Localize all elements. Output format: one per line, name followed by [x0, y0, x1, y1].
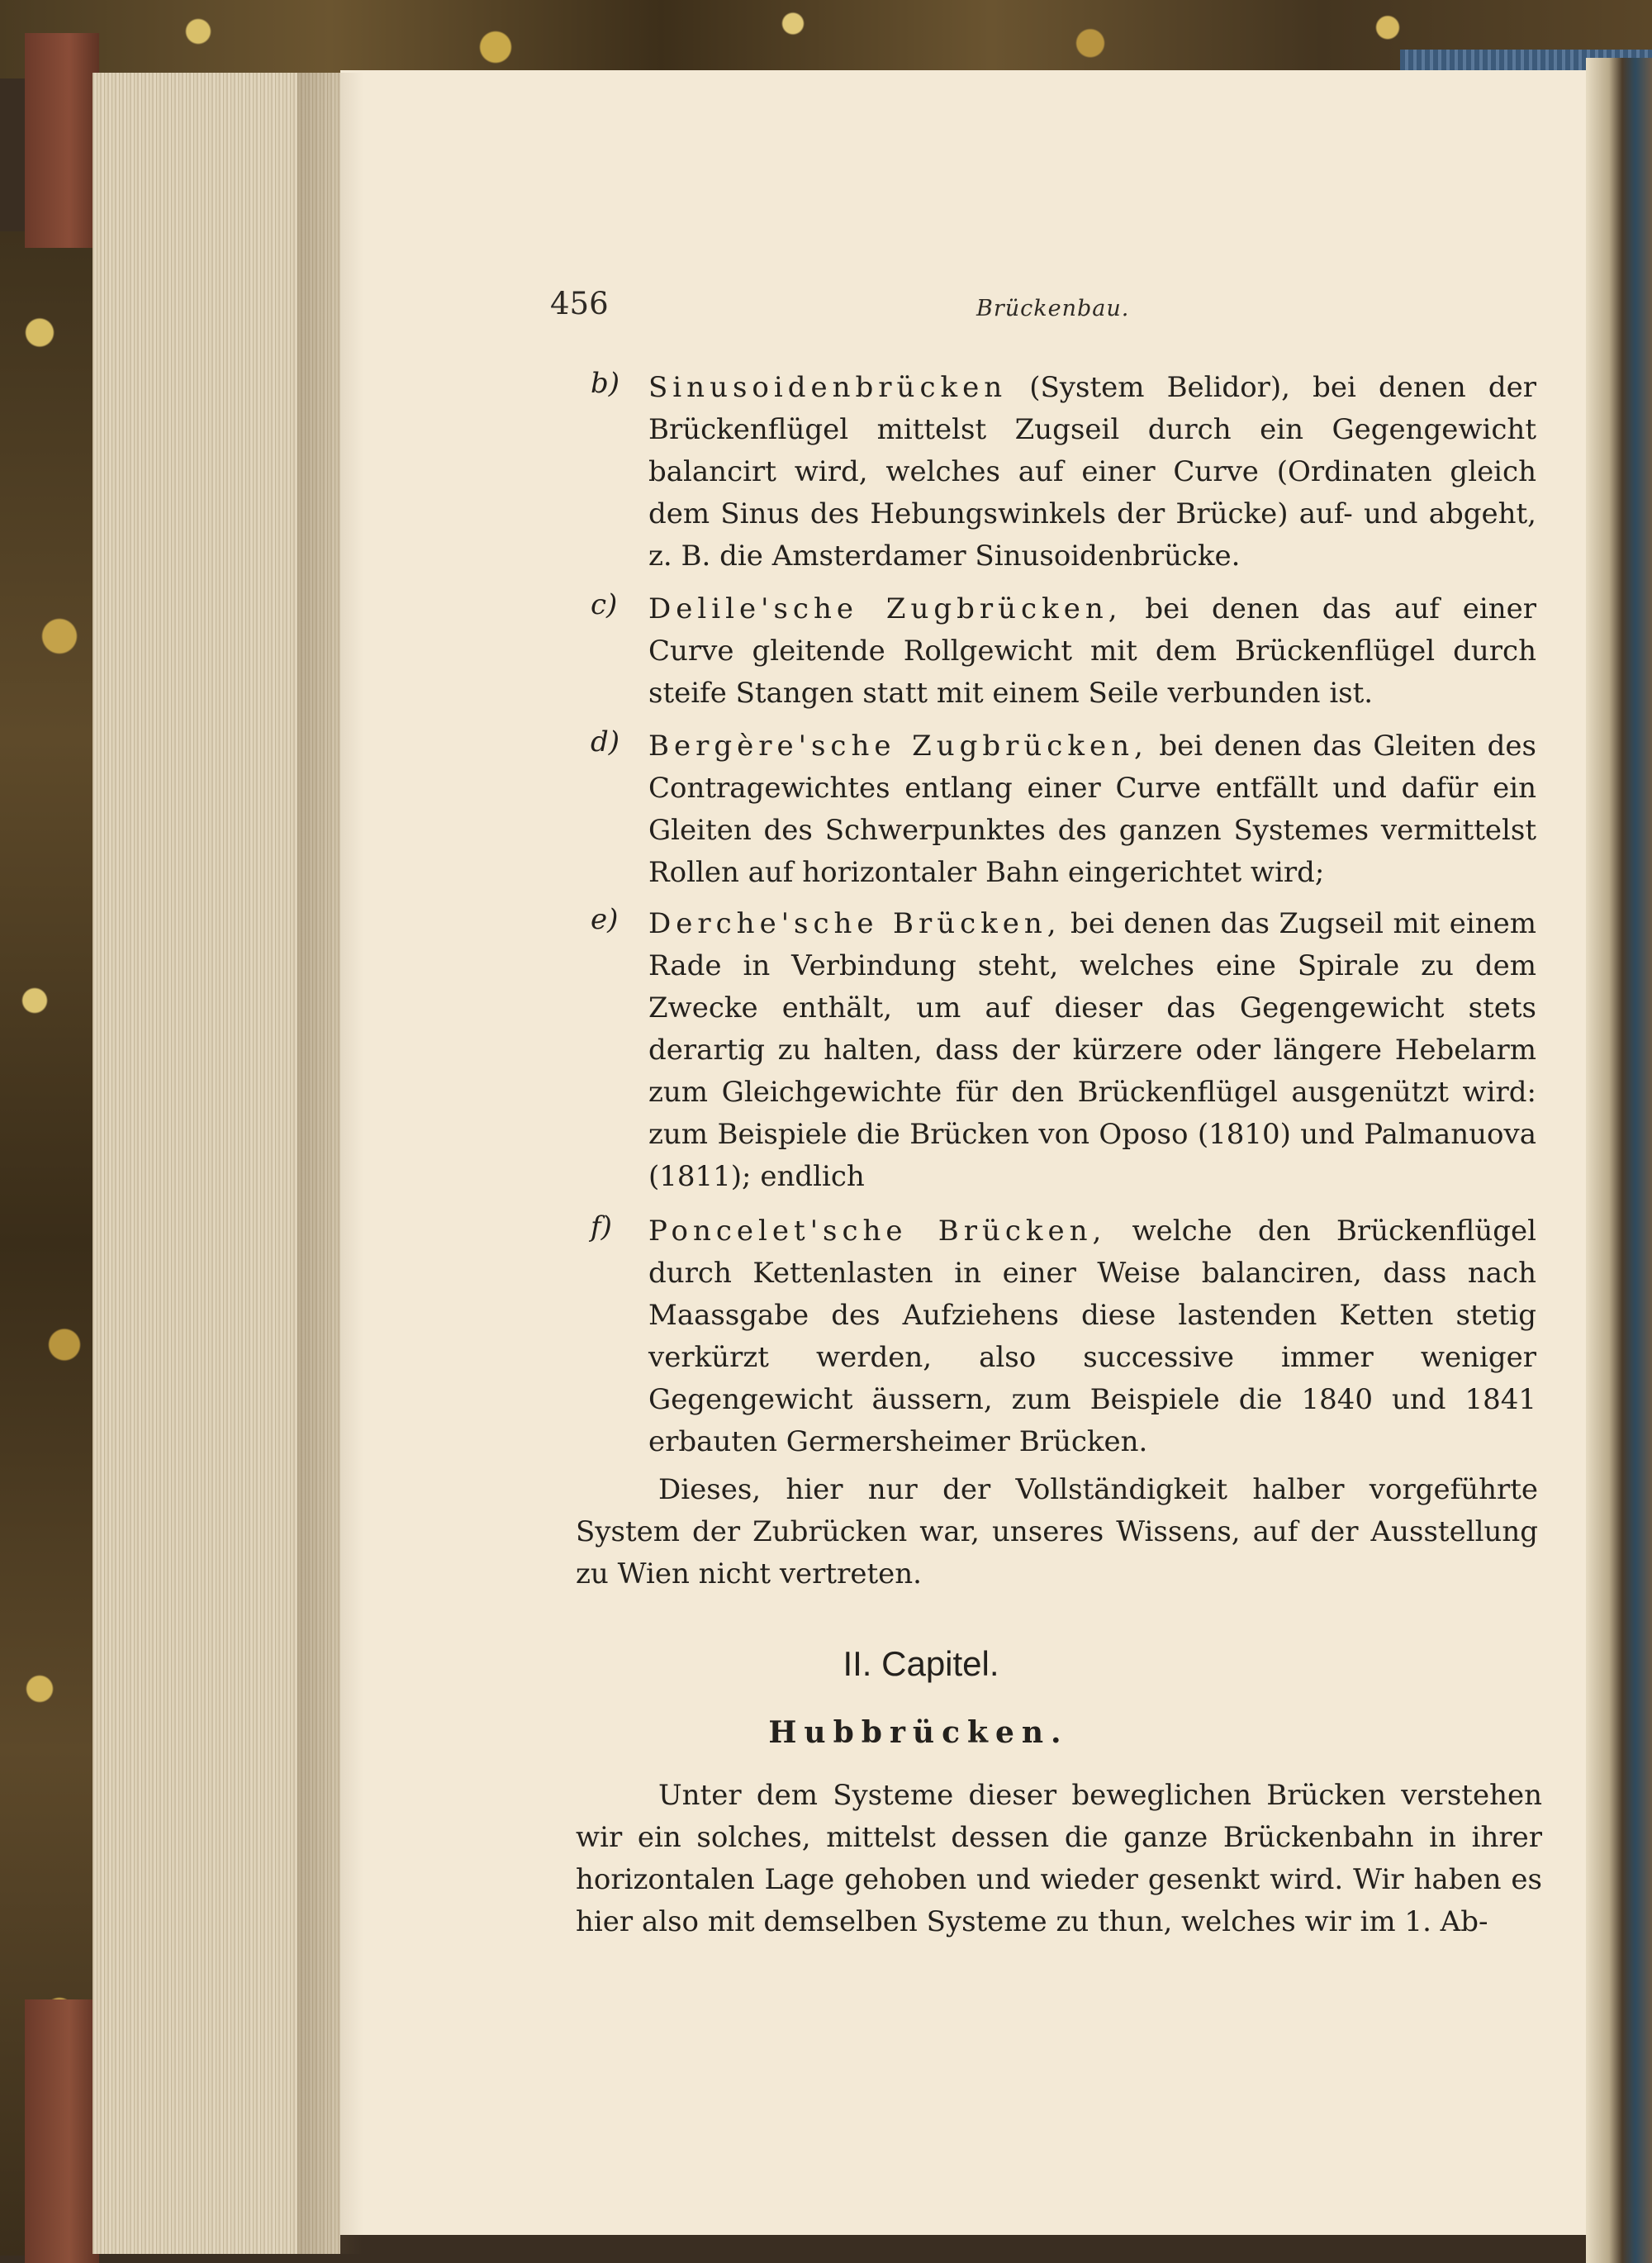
item-text: bei denen das Gleiten des Contragewichtes entlang einer Curve entfällt und dafür ein Gleiten des Schwerpunktes des ganzen Systemes vermittelst Rollen auf horizontaler Bahn eingerichtet wird;	[648, 730, 1536, 889]
item-title: Sinusoidenbrücken	[648, 371, 1008, 404]
marbled-cover-left	[0, 231, 99, 2256]
running-head: Brückenbau.	[976, 296, 1130, 321]
book-gutter	[1586, 58, 1652, 2263]
item-title: Poncelet'sche Brücken,	[648, 1215, 1107, 1248]
item-label-c: c)	[591, 588, 618, 621]
chapter-title	[797, 1644, 1045, 1684]
item-text: welche den Brückenflügel durch Kettenlasten in einer Weise balanciren, dass nach Maassgabe des Aufziehens diese lastenden Ketten stetig verkürzt werden, also successive immer weniger Gegengewicht äussern, zum Beispiele die 1840 und 1841 erbauten Germersheimer Brücken.	[648, 1215, 1536, 1458]
item-f	[648, 1210, 1536, 1463]
leather-corner-top	[25, 33, 99, 248]
item-label-d: d)	[591, 725, 620, 758]
closing-paragraph: Dieses, hier nur der Vollständigkeit halber vorgeführte System der Zubrücken war, unseres Wissens, auf der Ausstellung zu Wien nicht vertreten.	[576, 1473, 1538, 1590]
item-title: Bergère'sche Zugbrücken,	[648, 730, 1148, 763]
item-text: bei denen das Zugseil mit einem Rade in Verbindung steht, welches eine Spirale zu dem Zwecke enthält, um auf dieser das Gegengewicht stets derartig zu halten, dass der kürzere oder längere Hebelarm zum Gleichgewichte für den Brückenflügel ausgenützt wird: zum Beispiele die Brücken von Oposo (1810) und Palmanuova (1811); endlich	[648, 907, 1536, 1193]
item-text: (System Belidor), bei denen der Brückenflügel mittelst Zugseil durch ein Gegengewicht balancirt wird, welches auf einer Curve (Ordinaten gleich dem Sinus des Hebungswinkels der Brücke) auf- und abgeht, z. B. die Amsterdamer Sinusoidenbrücke.	[648, 371, 1536, 573]
section-title: Hubbrücken.	[768, 1715, 1069, 1750]
item-d	[648, 725, 1536, 894]
item-e	[648, 903, 1536, 1198]
page-shadow	[297, 73, 363, 2254]
item-label-b: b)	[591, 367, 620, 400]
item-c	[648, 588, 1536, 715]
leather-corner-bottom	[25, 1999, 99, 2263]
item-title: Delile'sche Zugbrücken,	[648, 592, 1123, 625]
item-text: bei denen das auf einer Curve gleitende Rollgewicht mit dem Brückenflügel durch steife Stangen statt mit einem Seile verbunden ist.	[648, 592, 1536, 710]
page-number: 456	[550, 286, 609, 321]
item-label-e: e)	[591, 903, 619, 936]
chapter-title-text: II. Capitel.	[843, 1644, 999, 1683]
item-label-f: f)	[591, 1210, 612, 1243]
item-b	[648, 367, 1536, 578]
item-title: Derche'sche Brücken,	[648, 907, 1061, 940]
intro-paragraph: Unter dem Systeme dieser beweglichen Brücken verstehen wir ein solches, mittelst dessen die ganze Brückenbahn in ihrer horizontalen Lage gehoben und wieder gesenkt wird. Wir haben es hier also mit demselben Systeme zu thun, welches wir im 1. Ab-	[576, 1779, 1542, 1938]
